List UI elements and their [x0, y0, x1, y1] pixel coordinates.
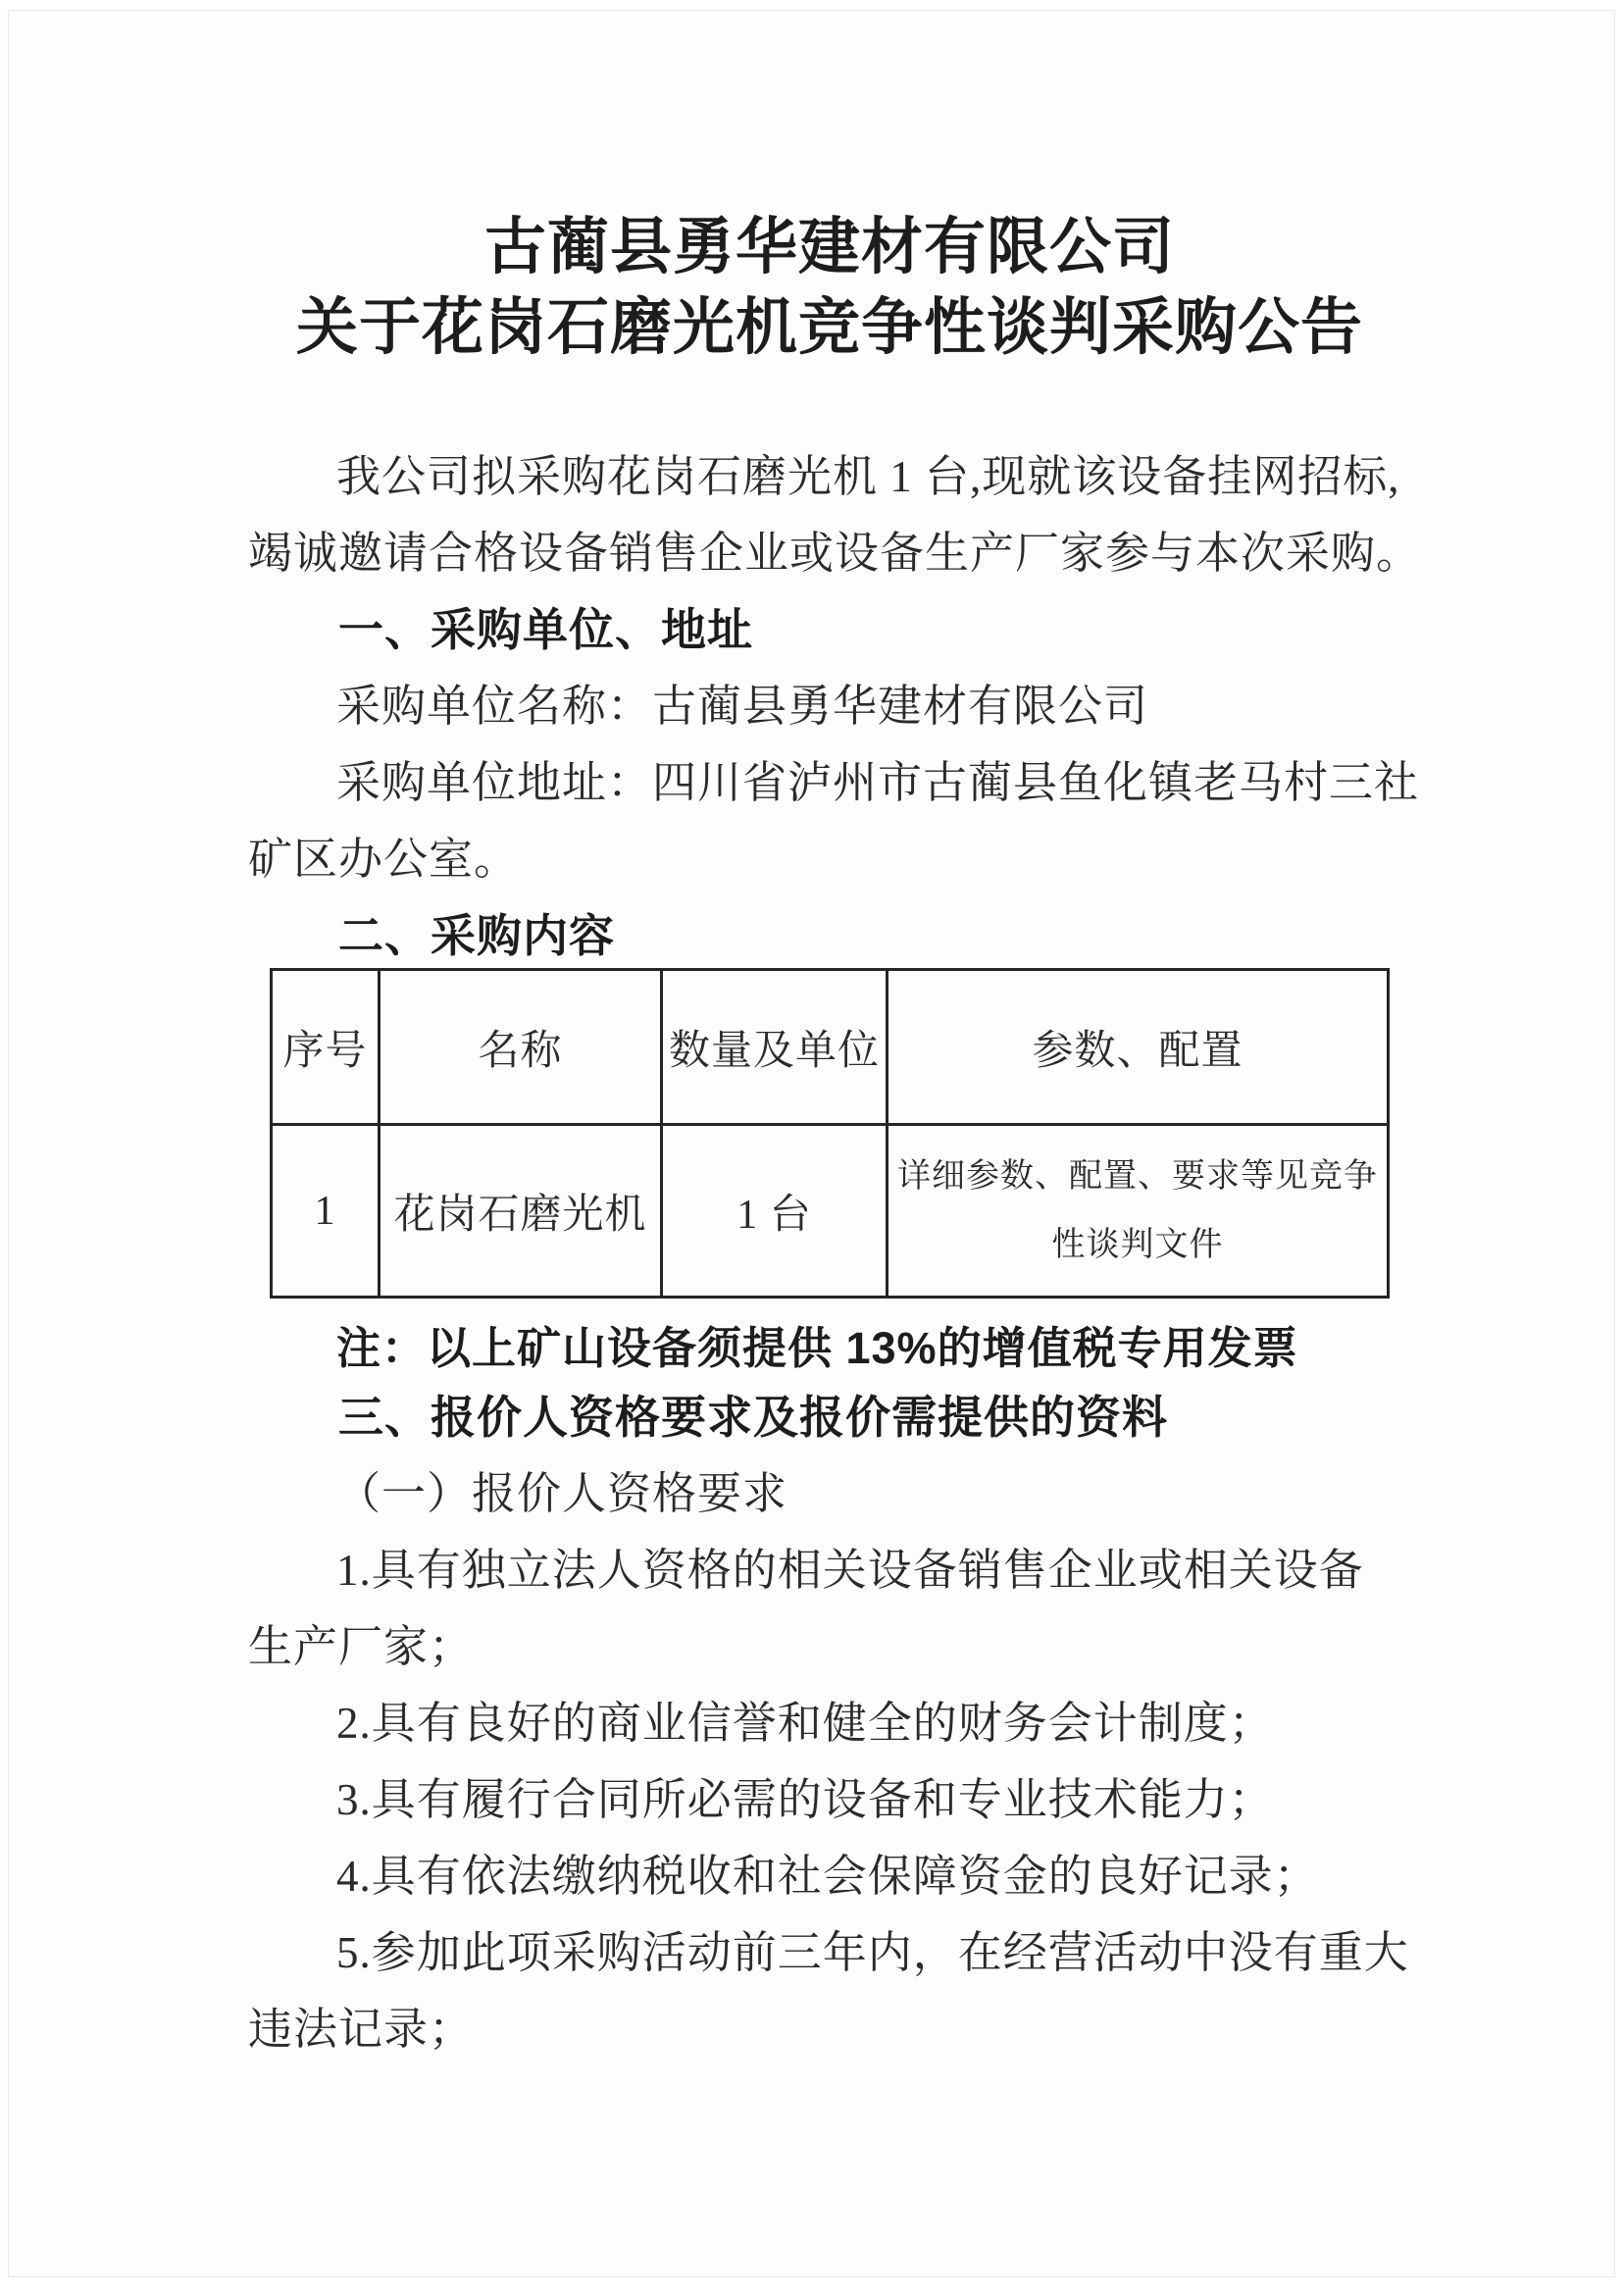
qualification-item-5-line-1: 5.参加此项采购活动前三年内，在经营活动中没有重大 [336, 1928, 1409, 1977]
document-title-line-1: 古蔺县勇华建材有限公司 [484, 213, 1175, 281]
table-header-row [272, 970, 1389, 1125]
header-cell-seq: 序号 [272, 970, 380, 1125]
purchaser-name-line: 采购单位名称：古蔺县勇华建材有限公司 [336, 682, 1149, 731]
document-title-line-2: 关于花岗石磨光机竞争性谈判采购公告 [296, 293, 1363, 362]
qualification-item-5-line-2: 违法记录； [248, 2005, 475, 2054]
section-3-subheading: （一）报价人资格要求 [336, 1469, 788, 1518]
intro-line-2: 竭诚邀请合格设备销售企业或设备生产厂家参与本次采购。 [248, 529, 1422, 578]
purchase-content-table [270, 968, 1390, 1299]
table-row [272, 1125, 1389, 1298]
cell-params [888, 1125, 1389, 1298]
cell-seq: 1 [272, 1125, 380, 1298]
header-cell-params: 参数、配置 [888, 970, 1389, 1125]
scanned-page [8, 10, 1615, 2277]
section-2-heading: 二、采购内容 [338, 910, 615, 961]
qualification-item-2: 2.具有良好的商业信誉和健全的财务会计制度； [336, 1699, 1274, 1748]
intro-paragraph [248, 438, 1422, 591]
section-3-heading: 三、报价人资格要求及报价需提供的资料 [338, 1392, 1168, 1443]
purchaser-address-line-2: 矿区办公室。 [248, 835, 520, 884]
cell-params-line-2: 性谈判文件 [1051, 1226, 1224, 1263]
cell-params-line-1: 详细参数、配置、要求等见竞争 [897, 1157, 1378, 1195]
qualification-item-1-line-2: 生产厂家； [248, 1622, 475, 1671]
tax-invoice-note: 注：以上矿山设备须提供 13%的增值税专用发票 [336, 1323, 1298, 1373]
header-cell-qty: 数量及单位 [662, 970, 888, 1125]
document-content [248, 207, 1422, 2067]
cell-name: 花岗石磨光机 [380, 1125, 662, 1298]
section-1-heading: 一、采购单位、地址 [338, 604, 753, 655]
qualification-item-1-line-1: 1.具有独立法人资格的相关设备销售企业或相关设备 [336, 1546, 1364, 1595]
qualification-item-3: 3.具有履行合同所必需的设备和专业技术能力； [336, 1775, 1274, 1824]
intro-line-1: 我公司拟采购花岗石磨光机 1 台,现就该设备挂网招标, [336, 452, 1400, 501]
purchaser-address-line-1: 采购单位地址：四川省泸州市古蔺县鱼化镇老马村三社 [336, 758, 1420, 807]
header-cell-name: 名称 [380, 970, 662, 1125]
cell-qty: 1 台 [662, 1125, 888, 1298]
qualification-item-4: 4.具有依法缴纳税收和社会保障资金的良好记录； [336, 1852, 1319, 1901]
